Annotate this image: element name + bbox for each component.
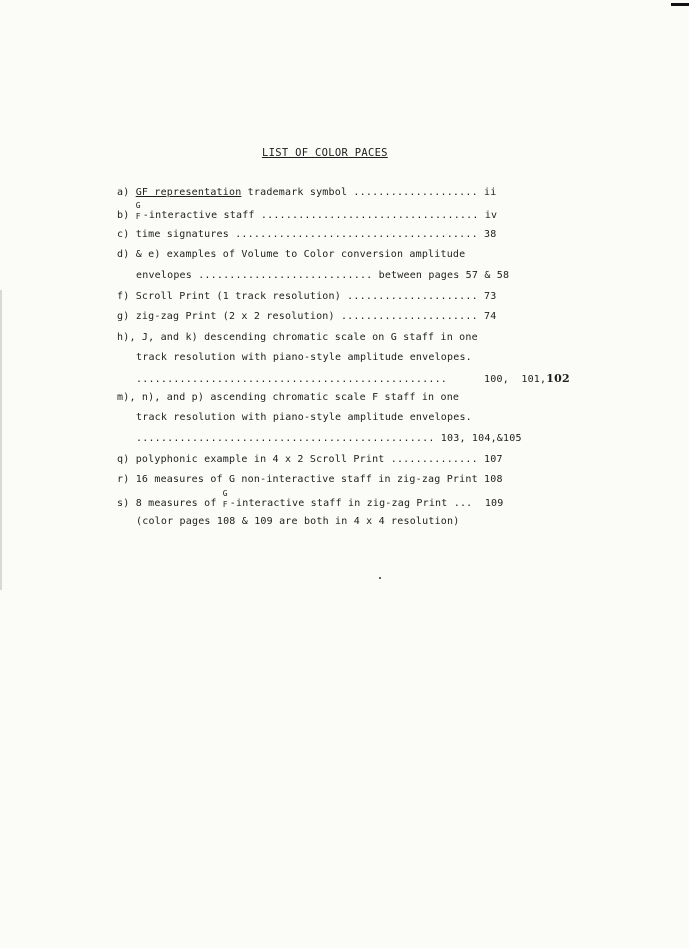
list-item-g [117,311,496,322]
item-label: g) [117,311,130,322]
item-text: n), and p) ascending chromatic scale F staff in one [141,392,460,403]
item-label: r) [117,474,130,485]
list-item-r [117,474,503,485]
item-text: polyphonic example in 4 x 2 Scroll Print .............. 107 [135,454,503,465]
item-text: time signatures ....................................... 38 [135,229,497,240]
list-item-a [117,187,496,198]
scan-edge-shadow [0,290,2,590]
list-item-s [117,489,504,509]
item-label: d) [117,249,130,260]
item-text: 8 measures of [135,498,223,509]
handwritten-page-number: 102 [546,372,570,385]
gf-fraction-symbol: G F [135,201,141,221]
list-item-d [117,249,465,260]
item-text: -interactive staff ................................... iv [142,210,498,221]
scan-speck [379,577,381,579]
list-item-s-note: (color pages 108 & 109 are both in 4 x 4 resolution) [136,516,460,527]
item-label: h), [117,332,136,343]
list-item-h [117,332,478,343]
page-title: LIST OF COLOR PACES [262,147,388,159]
list-item-b [117,201,498,221]
item-label: f) [117,291,130,302]
item-text: -interactive staff in zig-zag Print ... 109 [229,498,504,509]
page-numbers: 100, 101, [484,374,547,385]
list-item-m [117,392,459,403]
item-text: & e) examples of Volume to Color conversion amplitude [135,249,466,260]
list-item-c [117,229,496,240]
scan-corner-mark [671,3,689,6]
item-label: q) [117,454,130,465]
list-item-m-pages: ................................................ 103, 104,&105 [136,433,522,444]
leader-dots: .................................................. [136,374,448,385]
list-item-h-pages [136,372,570,385]
item-label: b) [117,210,130,221]
list-item-f [117,291,496,302]
item-text: zig-zag Print (2 x 2 resolution) ...................... 74 [135,311,497,322]
item-label: a) [117,187,130,198]
item-label: c) [117,229,130,240]
list-item-h-continued: track resolution with piano-style amplitude envelopes. [136,352,472,363]
item-label: s) [117,498,130,509]
item-label: m), [117,392,136,403]
item-text: 16 measures of G non-interactive staff in zig-zag Print 108 [135,474,503,485]
item-text: J, and k) descending chromatic scale on G staff in one [141,332,478,343]
item-text: trademark symbol .................... ii [241,187,497,198]
list-item-d-continued: envelopes ............................ between pages 57 & 58 [136,270,510,281]
item-text: Scroll Print (1 track resolution) ..................... 73 [135,291,497,302]
list-item-q [117,454,503,465]
gf-representation-text: GF representation [135,187,242,198]
gf-fraction-symbol: G F [222,489,228,509]
list-item-m-continued: track resolution with piano-style amplitude envelopes. [136,412,472,423]
